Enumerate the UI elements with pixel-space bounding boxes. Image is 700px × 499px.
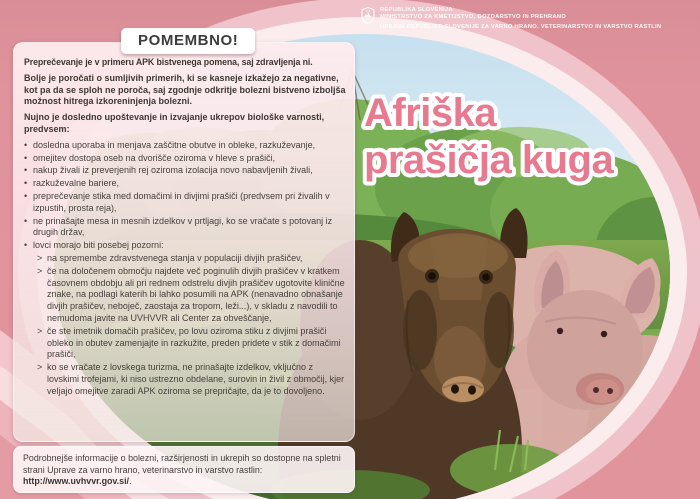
footer-text: Podrobnejše informacije o bolezni, razširjenosti in ukrepih so dostopne na spletni strani Uprave za varno hrano, veterinarstvo in varstvo rastlin: [23, 453, 341, 475]
poster-title-line2: prašičja kuga [364, 138, 614, 182]
list-item: • dosledna uporaba in menjava zaščitne obutve in obleke, razkuževanje, [24, 140, 346, 152]
poster-title [352, 80, 700, 198]
government-logo-header [361, 7, 661, 31]
important-badge: POMEMBNO! [121, 28, 255, 54]
paragraph-reporting: Bolje je poročati o sumljivih primerih, ki se kasneje izkažejo za negativne, kot pa da se sploh ne poroča, saj zgodnje odkritje bolezni bistveno izboljša možnost hitrega izkoreninjenja bolezni. [24, 72, 346, 107]
list-item-hunters [24, 240, 346, 397]
list-item: • razkuževalne bariere, [24, 178, 346, 190]
footer-note [13, 446, 355, 493]
gov-line-ministry: MINISTRSTVO ZA KMETIJSTVO, GOZDARSTVO IN PREHRANO [380, 14, 566, 20]
footer-period: . [129, 476, 132, 487]
poster-title-line1: Afriška [364, 91, 497, 135]
website-url: http://www.uvhvvr.gov.si/ [23, 476, 130, 487]
sublist-item: > če ste imetnik domačih prašičev, po lovu oziroma stiku z divjimi prašiči obleko in obutev zamenjajte in razkužite, preden pridete v stik z domačimi prašiči, [37, 326, 346, 361]
gov-line-republic: REPUBLIKA SLOVENIJA [380, 7, 453, 13]
slovenia-coat-of-arms-icon [361, 7, 375, 24]
list-item: • ne prinašajte mesa in mesnih izdelkov v prtljagi, ko se vračate s potovanj iz drugih držav, [24, 216, 346, 240]
hunters-intro: lovci morajo biti posebej pozorni: [33, 240, 164, 251]
hunters-sublist [37, 253, 346, 398]
sublist-item: > na spremembe zdravstvenega stanja v populaciji divjih prašičev, [37, 253, 346, 265]
gov-line-administration: UPRAVA REPUBLIKE SLOVENIJE ZA VARNO HRANO, VETERINARSTVO IN VARSTVO RASTLIN [380, 24, 662, 30]
list-item: • preprečevanje stika med domačimi in divjimi prašiči (predvsem pri živalih v izpustih, prosta reja), [24, 191, 346, 215]
sublist-item: > ko se vračate z lovskega turizma, ne prinašajte izdelkov, vključno z lovskimi trofejami, ki niso ustrezno obdelane, surovin in živil z območij, kjer veljajo omejitve zaradi APK oziroma se prepričajte, da je to dovoljeno. [37, 362, 346, 397]
list-item: • omejitev dostopa oseb na dvorišče oziroma v hleve s prašiči, [24, 153, 346, 165]
paragraph-biosecurity: Nujno je dosledno upoštevanje in izvajanje ukrepov biološke varnosti, predvsem: [24, 112, 325, 134]
sublist-item: > če na določenem območju najdete več poginulih divjih prašičev v kratkem časovnem obdobju ali pri rednem odstrelu divjih prašičev ugotovite klinične znake, na podlagi katerih bi lahko posumili na APK (nenavadno obnašanje divjih prašičev, neboječ, zaostaja za tropom, leži...), v skladu z navodili to nemudoma javite na UVHVVR ali Center za obveščanje, [37, 266, 346, 325]
info-panel [13, 42, 355, 442]
paragraph-prevention: Preprečevanje je v primeru APK bistvenega pomena, saj zdravljenja ni. [24, 57, 313, 67]
list-item: • nakup živali iz preverjenih rej oziroma izolacija novo nabavljenih živali, [24, 165, 346, 177]
biosecurity-measures-list [24, 140, 346, 398]
